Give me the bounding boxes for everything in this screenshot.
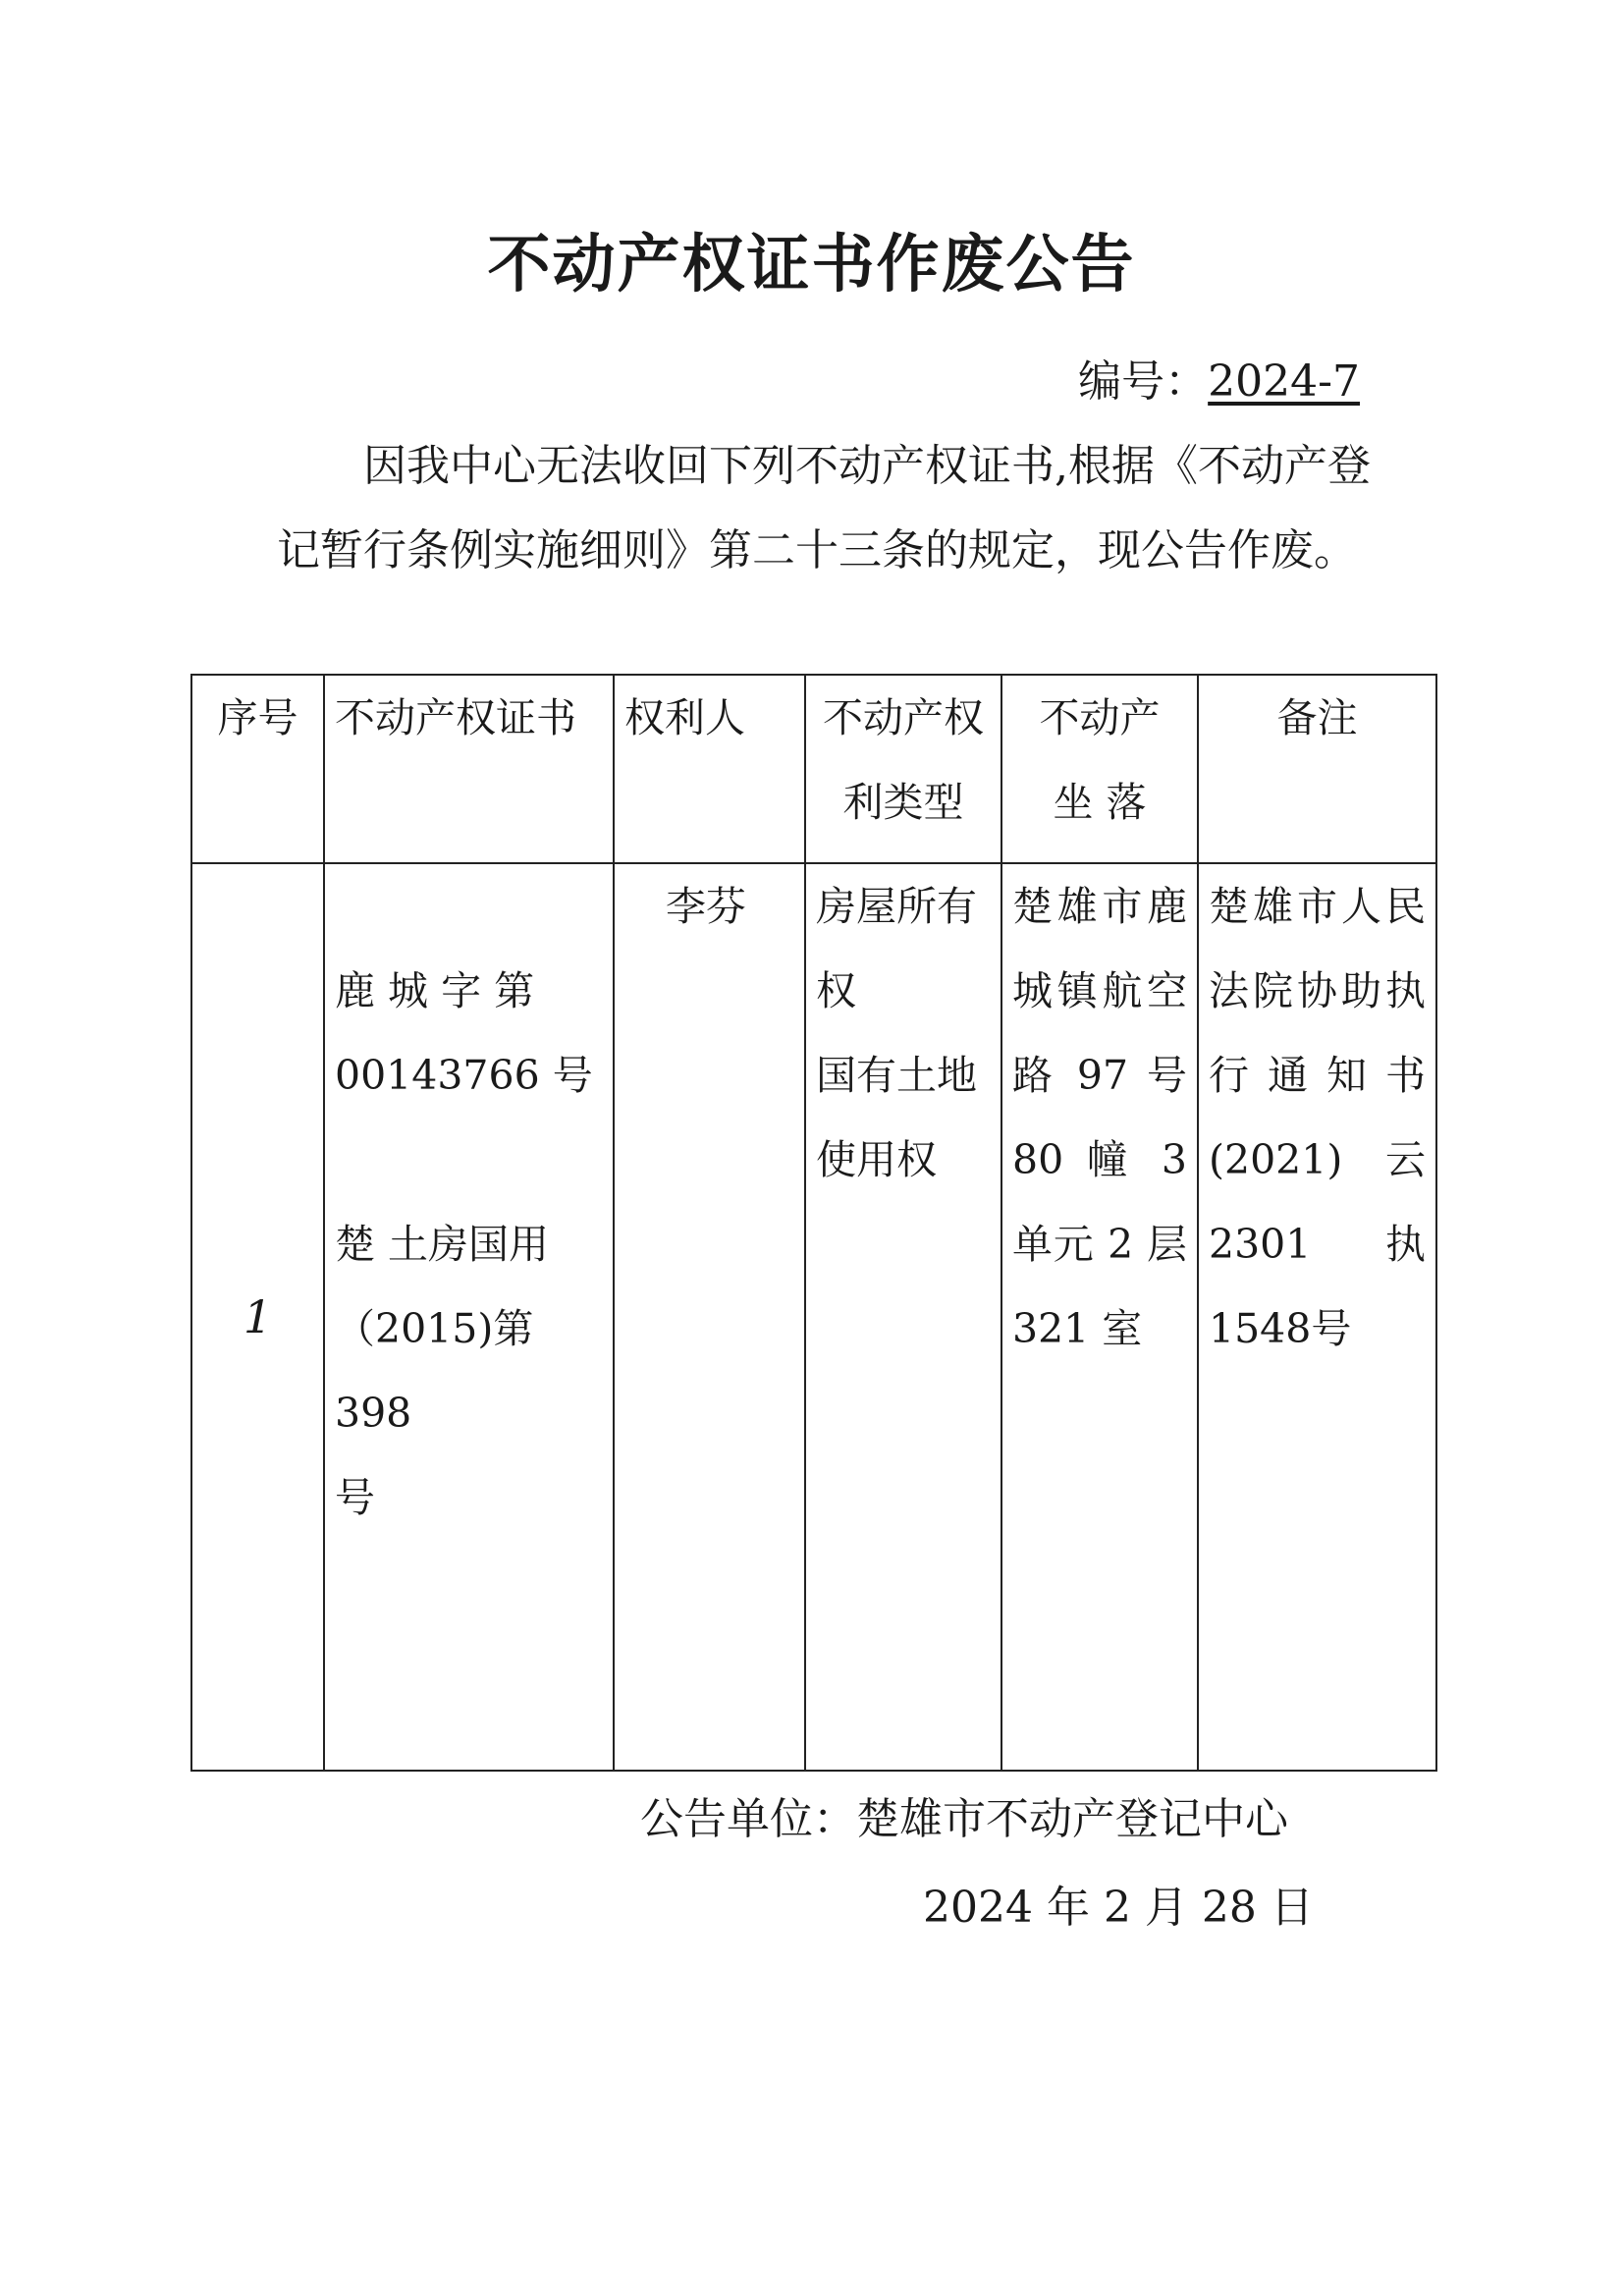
serial-value: 2024-7 bbox=[1208, 356, 1360, 407]
cert2-line2: （2015)第 398 bbox=[335, 1305, 534, 1437]
cert1-line1: 鹿 城 字 第 bbox=[335, 967, 535, 1014]
header-location bbox=[1001, 675, 1198, 863]
cert2-line1: 楚 土房国用 bbox=[335, 1221, 550, 1268]
cell-note: 楚雄市人民法院协助执行通知书(2021)云2301执1548号 bbox=[1198, 863, 1436, 1771]
certificate-table bbox=[190, 674, 1437, 1772]
header-cert: 不动产权证书 bbox=[324, 675, 614, 863]
header-note: 备注 bbox=[1198, 675, 1436, 863]
document-title: 不动产权证书作废公告 bbox=[487, 228, 1136, 301]
header-type-line1: 不动产权 bbox=[823, 694, 984, 741]
serial-label: 编号： bbox=[1078, 356, 1209, 407]
header-seq: 序号 bbox=[191, 675, 324, 863]
serial-number bbox=[1078, 346, 1360, 409]
cell-certificates bbox=[324, 863, 614, 1771]
header-type bbox=[805, 675, 1001, 863]
cert1-line2: 00143766 号 bbox=[335, 1052, 593, 1099]
intro-paragraph: 因我中心无法收回下列不动产权证书,根据《不动产登记暂行条例实施细则》第二十三条的规定，现公告作废。 bbox=[277, 441, 1371, 575]
header-location-line2: 坐 落 bbox=[1053, 779, 1147, 826]
header-type-line2: 利类型 bbox=[842, 779, 964, 826]
header-owner: 权利人 bbox=[614, 675, 805, 863]
issuing-unit: 公告单位：楚雄市不动产登记中心 bbox=[640, 1794, 1288, 1844]
cert-spacer bbox=[335, 1118, 603, 1202]
table-row bbox=[191, 863, 1436, 1771]
table-header-row bbox=[191, 675, 1436, 863]
cell-owner: 李芬 bbox=[614, 863, 805, 1771]
cell-location: 楚雄市鹿城镇航空路 97 号 80 幢 3 单元 2 层 321 室 bbox=[1001, 863, 1198, 1771]
issue-date: 2024 年 2 月 28 日 bbox=[923, 1883, 1314, 1933]
right-type-1: 房屋所有权 bbox=[816, 883, 977, 1014]
right-type-2: 国有土地使用权 bbox=[816, 1052, 977, 1183]
cell-seq: 1 bbox=[191, 863, 324, 1771]
cert2-line3: 号 bbox=[335, 1474, 375, 1521]
header-location-line1: 不动产 bbox=[1039, 694, 1161, 741]
cell-right-type bbox=[805, 863, 1001, 1771]
